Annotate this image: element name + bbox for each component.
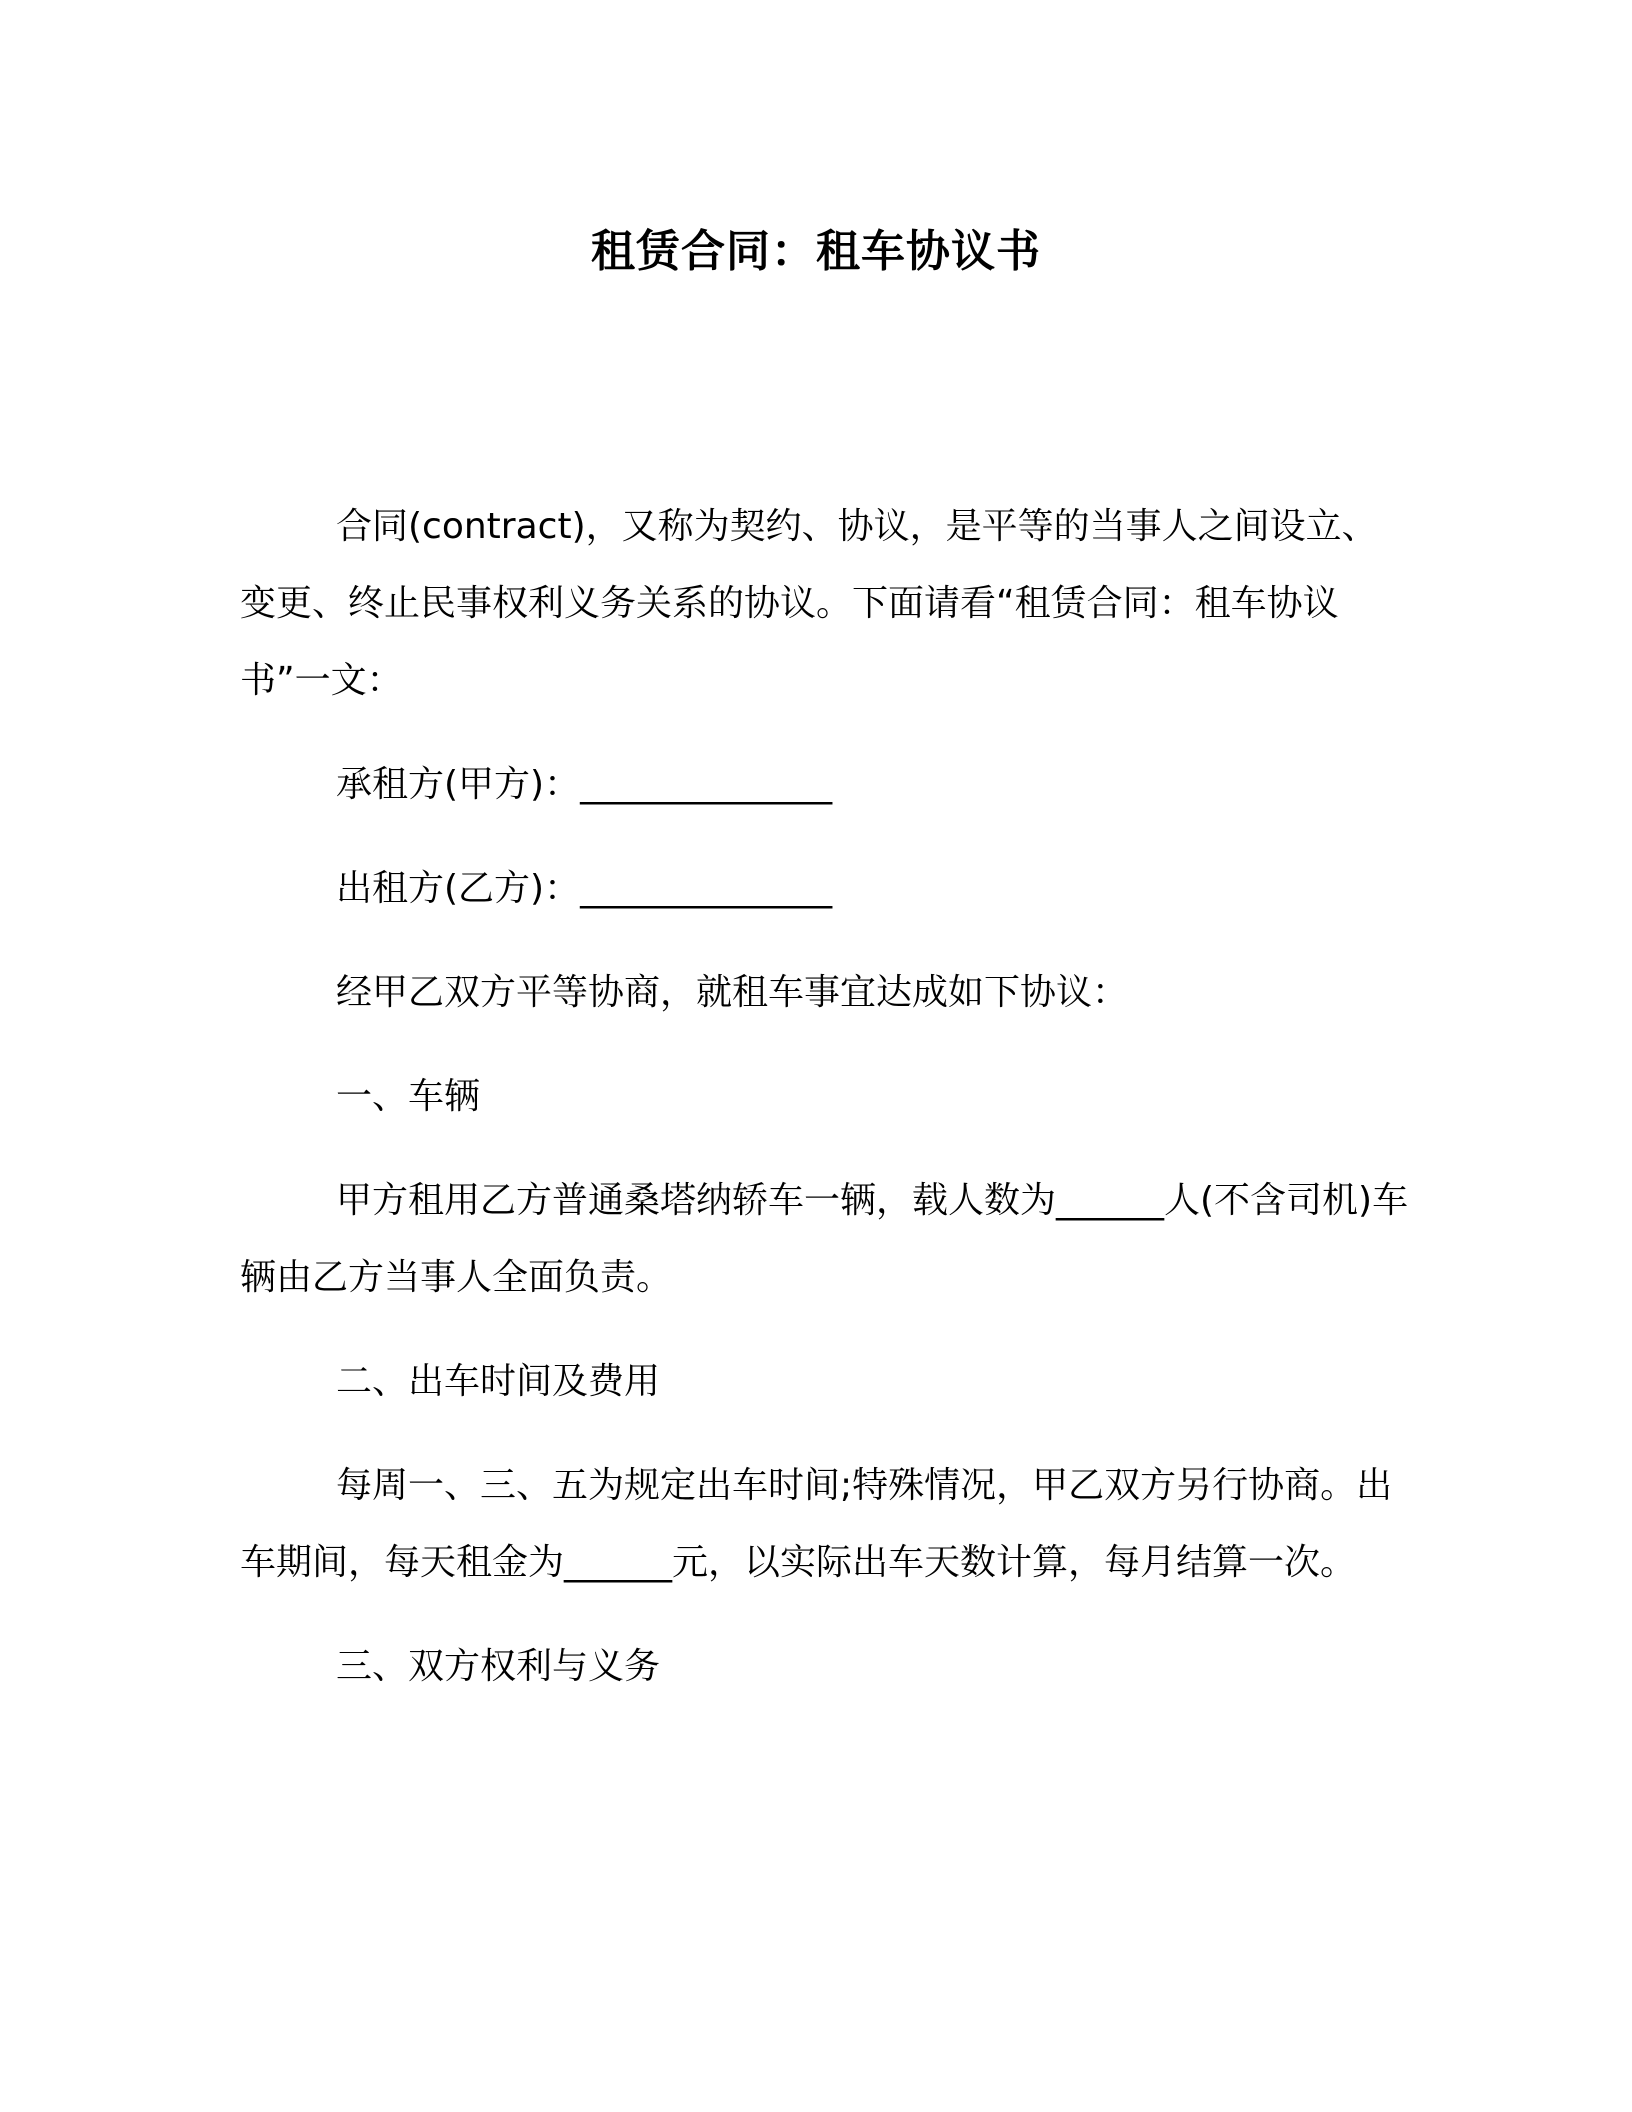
intro-paragraph: 合同(contract)，又称为契约、协议，是平等的当事人之间设立、变更、终止民事权利义务关系的协议。下面请看“租赁合同：租车协议书”一文： <box>240 506 1378 701</box>
lessor-line: 出租方(乙方)：______________ <box>336 868 833 909</box>
section-heading-rights: 三、双方权利与义务 <box>336 1646 661 1687</box>
paragraph-gap <box>240 1420 1410 1447</box>
agreement-intro: 经甲乙双方平等协商，就租车事宜达成如下协议： <box>336 972 1129 1013</box>
vehicle-paragraph: 甲方租用乙方普通桑塔纳轿车一辆，载人数为______人(不含司机)车辆由乙方当事人全面负责。 <box>240 1180 1409 1298</box>
document-title: 租赁合同：租车协议书 <box>591 226 1041 277</box>
paragraph-gap <box>240 823 1410 850</box>
section-heading-vehicle: 一、车辆 <box>336 1076 481 1117</box>
paragraph-gap <box>240 1031 1410 1058</box>
paragraph-gap <box>240 1601 1410 1628</box>
paragraph-gap <box>240 1135 1410 1162</box>
section-heading-time-fees: 二、出车时间及费用 <box>336 1361 661 1402</box>
paragraph-gap <box>240 1316 1410 1343</box>
time-fees-paragraph: 每周一、三、五为规定出车时间;特殊情况，甲乙双方另行协商。出车期间，每天租金为______元，以实际出车天数计算，每月结算一次。 <box>240 1465 1393 1583</box>
paragraph-gap <box>240 719 1410 746</box>
lessee-line: 承租方(甲方)：______________ <box>336 764 833 805</box>
paragraph-gap <box>240 927 1410 954</box>
document-body <box>240 488 1410 1705</box>
